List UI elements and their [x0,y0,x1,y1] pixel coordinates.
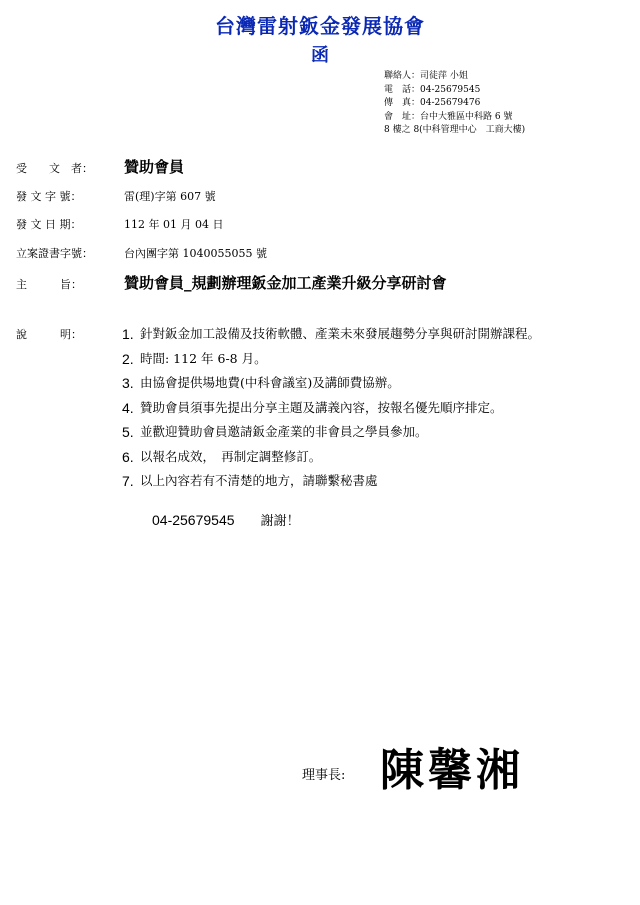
recipient-row [16,156,184,177]
org-name: 台灣雷射鈑金發展協會 [215,14,425,38]
recipient-value: 贊助會員 [124,158,185,176]
contact-address: 會 址：台中大雅區中科路 6 號 [384,111,513,122]
cert-no-label: 立案證書字號： [16,247,93,260]
subject-label: 主 旨： [16,278,82,291]
subject-value: 贊助會員_規劃辦理鈑金加工產業升級分享研討會 [124,274,447,292]
explanation-row [16,326,124,342]
list-item: 3. 由協會提供場地費(中科會議室)及講師費協辦。 [122,375,400,391]
doc-no-row [16,188,216,204]
list-item: 1. 針對鈑金加工設備及技術軟體、產業未來發展趨勢分享與研討開辦課程。 [122,326,541,342]
contact-person: 聯絡人：司徒萍 小姐 [384,71,468,81]
closing-thanks: 謝謝！ [260,514,300,529]
subject-row [16,272,447,293]
list-item: 4. 贊助會員須事先提出分享主題及講義內容，按報名優先順序排定。 [122,399,503,416]
doc-date-label: 發 文 日 期： [16,218,82,231]
contact-block [384,70,525,138]
cert-no-row [16,245,267,261]
chair-label: 理事長: [302,768,346,783]
explanation-list [122,322,540,494]
cert-no-value: 台內團字第 1040055055 號 [124,247,267,260]
list-item: 6. 以報名成效， 再制定調整修訂。 [122,448,322,465]
list-item: 2. 時間: 112 年 6-8 月。 [122,350,267,367]
explanation-label: 說 明： [16,328,82,341]
contact-address-2: 8 樓之 8(中科管理中心 工商大樓) [384,125,526,135]
doc-no-value: 雷(理)字第 607 號 [124,190,216,203]
recipient-label: 受 文 者： [16,162,93,175]
chair-signature-name: 陳馨湘 [380,745,524,796]
letterhead [0,10,640,67]
list-item: 7. 以上內容若有不清楚的地方，請聯繫秘書處 [122,473,378,489]
doc-date-row [16,216,223,232]
closing-phone: 04-25679545 [152,512,235,528]
doc-type: 函 [311,45,329,66]
list-item: 5. 並歡迎贊助會員邀請鈑金產業的非會員之學員參加。 [122,424,428,440]
contact-fax: 傳 真：04-25679476 [384,98,481,108]
contact-phone: 電 話：04-25679545 [384,84,481,95]
doc-no-label: 發 文 字 號： [16,190,82,203]
doc-date-value: 112 年 01 月 04 日 [124,218,224,231]
closing-line [152,510,300,529]
